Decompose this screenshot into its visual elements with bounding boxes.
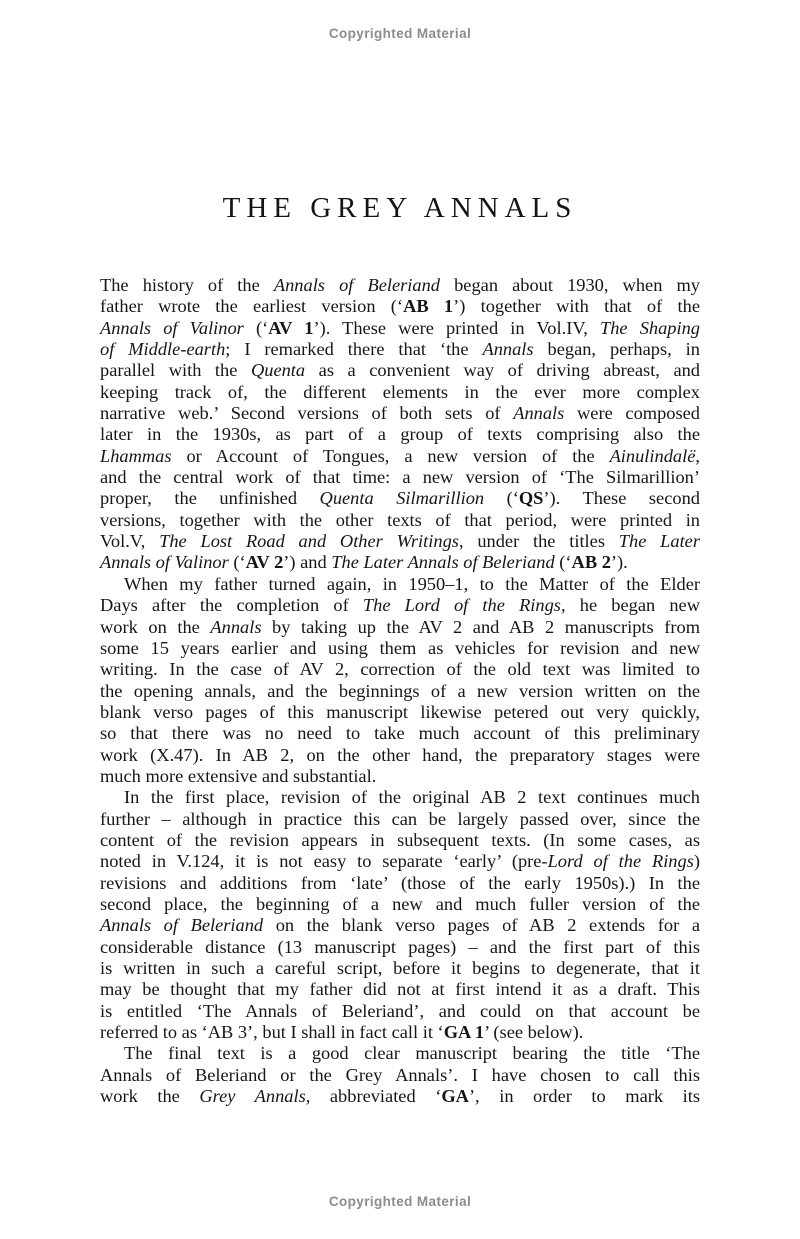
text-run: ) (693, 851, 700, 872)
text-run: proper, the unfinished (100, 488, 320, 509)
text-run: on the blank verso pages of AB 2 extends for a (263, 915, 700, 936)
text-line (100, 1086, 700, 1107)
text-line (100, 766, 700, 787)
italic-text-run: Lord of the Rings (547, 851, 694, 872)
italic-text-run: Quenta Silmarillion (319, 488, 485, 509)
text-run: later in the 1930s, as part of a group of texts comprising also the (100, 424, 700, 445)
paragraph (100, 275, 700, 574)
text-line (100, 659, 700, 680)
text-run: is entitled ‘The Annals of Beleriand’, and could on that account be (100, 1000, 700, 1021)
text-run: , abbreviated ‘ (305, 1086, 442, 1107)
text-run: ’, in order to mark its (468, 1086, 700, 1107)
italic-text-run: Annals (210, 616, 262, 637)
text-line (100, 595, 700, 616)
italic-text-run: The Later (618, 531, 701, 552)
text-run: (‘ (228, 552, 246, 573)
text-run: , under the titles (458, 531, 619, 552)
text-run: ’). (610, 552, 628, 573)
text-line (100, 851, 700, 872)
text-line (100, 745, 700, 766)
italic-text-run: Annals of Valinor (100, 317, 244, 338)
text-run: blank verso pages of this manuscript likewise petered out very quickly, (100, 701, 700, 722)
paragraph (100, 787, 700, 1043)
text-run: work on the (100, 616, 211, 637)
text-line (100, 958, 700, 979)
text-run: writing. In the case of AV 2, correction of the old text was limited to (100, 659, 700, 680)
text-line (100, 488, 700, 509)
text-line (100, 681, 700, 702)
text-run: The history of the (100, 275, 274, 295)
text-run: or Account of Tongues, a new version of the (171, 445, 610, 466)
text-run: parallel with the (100, 360, 251, 381)
italic-text-run: Annals of Beleriand (100, 915, 264, 936)
text-run: Annals of Beleriand or the Grey Annals’. I have chosen to call this (100, 1064, 700, 1085)
italic-text-run: of Middle-earth (100, 339, 226, 360)
text-run: ’). These second (543, 488, 700, 509)
text-run: work (X.47). In AB 2, on the other hand, the preparatory stages were (100, 744, 700, 765)
italic-text-run: Grey Annals (199, 1086, 306, 1107)
text-line (100, 403, 700, 424)
text-run: ’) together with that of the (453, 296, 700, 317)
text-run: keeping track of, the different elements in the ever more complex (100, 381, 700, 402)
text-run: The final text is a good clear manuscript bearing the title ‘The (124, 1043, 700, 1064)
paragraph (100, 574, 700, 787)
text-line (100, 1001, 700, 1022)
text-line (100, 723, 700, 744)
text-line (100, 467, 700, 488)
text-run: so that there was no need to take much account of this preliminary (100, 723, 700, 744)
text-run: Vol.V, (100, 531, 160, 552)
text-line (100, 382, 700, 403)
text-run: as a convenient way of driving abreast, and (305, 360, 701, 381)
text-run: further – although in practice this can be largely passed over, since the (100, 808, 700, 829)
text-run: (‘ (243, 317, 269, 338)
text-run: ’ (see below). (484, 1022, 584, 1043)
italic-text-run: The Shaping (599, 317, 700, 338)
italic-text-run: Annals of Beleriand (273, 275, 440, 295)
text-line (100, 446, 700, 467)
text-line (100, 1065, 700, 1086)
copyright-notice-top: Copyrighted Material (328, 26, 472, 41)
italic-text-run: Ainulindalë (609, 445, 696, 466)
text-run: When my father turned again, in 1950–1, to the Matter of the Elder (124, 573, 700, 594)
text-line (100, 531, 700, 552)
italic-text-run: Lhammas (100, 445, 172, 466)
text-line (100, 339, 700, 360)
bold-text-run: GA (441, 1086, 469, 1107)
text-run: considerable distance (13 manuscript pages) – and the first part of this (100, 936, 700, 957)
text-line (100, 552, 700, 573)
text-run: referred to as ‘AB 3’, but I shall in fact call it ‘ (100, 1022, 444, 1043)
bold-text-run: AV 2 (245, 552, 284, 573)
text-line (100, 873, 700, 894)
text-line (100, 296, 700, 317)
text-run: ’) and (283, 552, 332, 573)
text-run: some 15 years earlier and using them as vehicles for revision and new (100, 637, 700, 658)
text-run: were composed (564, 403, 700, 424)
italic-text-run: The Lord of the Rings (362, 595, 561, 616)
text-run: (‘ (484, 488, 519, 509)
page-title: THE GREY ANNALS (222, 192, 578, 224)
text-run: ’). These were printed in Vol.IV, (313, 317, 600, 338)
text-run: , (695, 445, 700, 466)
text-line (100, 318, 700, 339)
text-line (100, 915, 700, 936)
text-run: , he began new (560, 595, 701, 616)
text-run: and the central work of that time: a new version of ‘The Silmarillion’ (100, 467, 700, 488)
text-run: the opening annals, and the beginnings of a new version written on the (100, 680, 700, 701)
italic-text-run: Annals (482, 339, 534, 360)
text-line (100, 702, 700, 723)
text-run: (‘ (554, 552, 572, 573)
text-line (100, 937, 700, 958)
text-run: In the first place, revision of the original AB 2 text continues much (124, 787, 700, 808)
text-line (100, 1043, 700, 1064)
bold-text-run: QS (518, 488, 544, 509)
text-run: versions, together with the other texts of that period, were printed in (100, 509, 700, 530)
text-run: work the (100, 1086, 200, 1107)
text-run: began about 1930, when my (440, 275, 700, 295)
text-run: narrative web.’ Second versions of both sets of (100, 403, 514, 424)
text-run: Days after the completion of (100, 595, 363, 616)
text-run: by taking up the AV 2 and AB 2 manuscripts from (261, 616, 700, 637)
text-run: second place, the beginning of a new and much fuller version of the (100, 893, 700, 914)
text-run: may be thought that my father did not at first intend it as a draft. This (100, 979, 700, 1000)
text-line (100, 617, 700, 638)
bold-text-run: GA 1 (443, 1022, 485, 1043)
text-run: is written in such a careful script, before it begins to degenerate, that it (100, 958, 700, 978)
italic-text-run: The Lost Road and Other Writings (159, 531, 459, 552)
paragraph (100, 1043, 700, 1107)
text-line (100, 424, 700, 445)
text-run: father wrote the earliest version (‘ (100, 296, 404, 317)
text-run: content of the revision appears in subsequent texts. (In some cases, as (100, 829, 700, 850)
text-line (100, 574, 700, 595)
text-line (100, 979, 700, 1000)
text-line (100, 894, 700, 915)
text-run: much more extensive and substantial. (100, 765, 377, 786)
text-line (100, 830, 700, 851)
text-run: ; I remarked there that ‘the (225, 339, 483, 360)
text-run: began, perhaps, in (533, 339, 700, 360)
text-run: revisions and additions from ‘late’ (those of the early 1950s).) In the (100, 872, 700, 893)
text-run: noted in V.124, it is not easy to separate ‘early’ (pre- (100, 851, 548, 872)
bold-text-run: AB 1 (403, 296, 454, 317)
italic-text-run: Annals (513, 403, 565, 424)
italic-text-run: Annals of Valinor (100, 552, 229, 573)
text-line (100, 638, 700, 659)
body-text (100, 275, 700, 1107)
text-line (100, 360, 700, 381)
text-line (100, 275, 700, 296)
bold-text-run: AV 1 (268, 317, 314, 338)
copyright-notice-bottom: Copyrighted Material (328, 1194, 472, 1209)
italic-text-run: The Later Annals of Beleriand (331, 552, 555, 573)
text-line (100, 809, 700, 830)
bold-text-run: AB 2 (571, 552, 611, 573)
italic-text-run: Quenta (250, 360, 306, 381)
text-line (100, 1022, 700, 1043)
text-line (100, 510, 700, 531)
text-line (100, 787, 700, 808)
